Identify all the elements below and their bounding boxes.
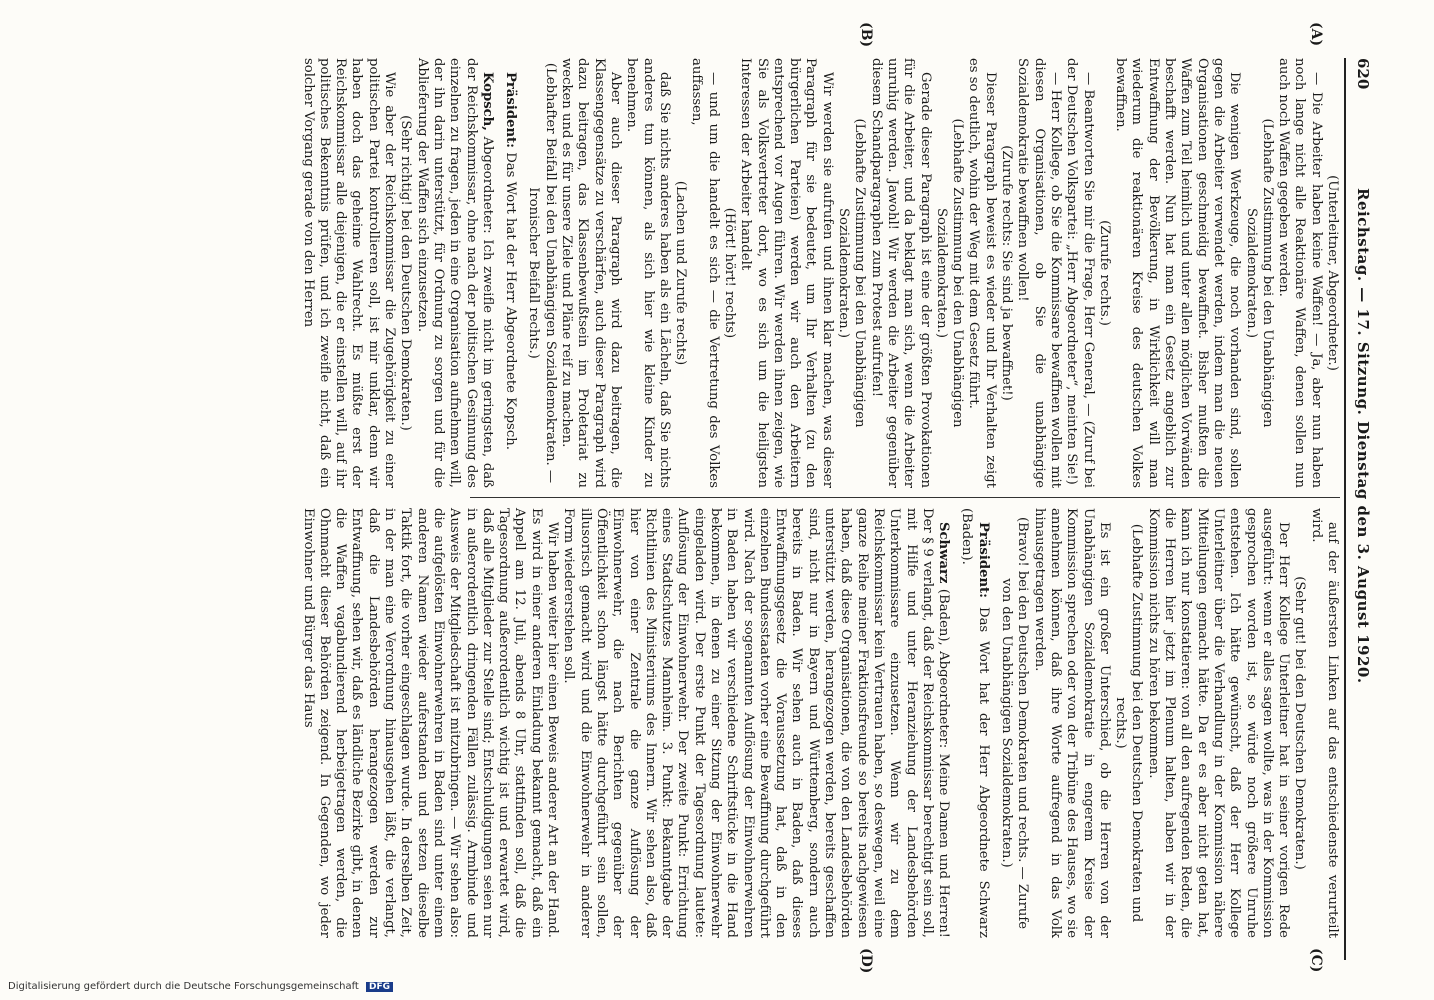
footer bbox=[8, 981, 393, 992]
interjection: (Zurufe rechts: Sie sind ja bewaffnet!) bbox=[999, 145, 1015, 401]
interjection: (Sehr gut! bei den Deutschen Demokraten.) bbox=[1292, 576, 1308, 870]
margin-mark-d: (D) bbox=[858, 948, 874, 974]
interjection: (Hört! hört! rechts) bbox=[722, 207, 738, 339]
page-header bbox=[1350, 58, 1372, 960]
interjection: (Lebhafte Zustimmung bei den Unabhängigen Sozialdemokraten.) bbox=[1243, 118, 1275, 428]
paragraph: Kopsch, Abgeordneter: Ich zweifle nicht im geringsten, daß der Reichskommissar, ohne nach der politischen Gesinnung des einzelnen zu fragen, jeden in eine Organisation aufnehmen will, der ihn darin unterstützt, für Ordnung zu sorgen und für die Ablieferung der Waffen sich einzusetzen. bbox=[414, 58, 495, 488]
interjection: (Bravo! bei den Deutschen Demokraten und rechts. — Zurufe von den Unabhängigen Sozialdemokraten.) bbox=[999, 516, 1031, 930]
interjection: (Lebhafte Zustimmung bei den Deutschen Demokraten und rechts.) bbox=[1113, 523, 1145, 923]
paragraph: Die wenigen Werkzeuge, die noch vorhanden sind, sollen gegen die Arbeiter verwendet werden, indem man die neuen Organisationen geschmeidig bewaffnet. Bisher mußten die Waffen zum Teil heimlich und unter allen möglichen Vorwänden beschafft werden. Nun hat man ein Gesetz angeblich zur Entwaffnung der Bevölkerung, in Wirklichkeit will man wiederum die reaktionären Kreise des deutschen Volkes bewaffnen. bbox=[1113, 58, 1243, 488]
paragraph: — Herr Kollege, ob Sie die Kommissare bewaffnen wollen mit diesen Organisationen, ob Sie die unabhängige Sozialdemokratie bewaffnen wollen! bbox=[1015, 58, 1063, 488]
paragraph: Es ist ein großer Unterschied, ob die Herren von der Unabhängigen Sozialdemokratie in engerem Kreise der Kommission sprechen oder von der Tribüne des Hauses, wo sie annehmen können, daß ihre Worte aufregend in das Volk hinausgetragen werden. bbox=[1031, 508, 1112, 938]
margin-mark-c: (C) bbox=[1308, 948, 1324, 973]
paragraph: Dieser Paragraph beweist es wieder und Ihr Verhalten zeigt es so deutlich, wohin der Weg mit dem Gesetz führt. bbox=[966, 58, 998, 488]
paragraph: — Beantworten Sie mir die Frage, Herr General, — (Zuruf bei der Deutschen Volkspartei: „Herr Abgeordneter“, meinten Sie!) bbox=[1064, 58, 1096, 488]
right-column bbox=[299, 508, 1340, 938]
margin-mark-b: (B) bbox=[858, 22, 874, 48]
interjection: (Lachen und Zurufe rechts) bbox=[673, 180, 689, 366]
paragraph: Präsident: Das Wort hat der Herr Abgeordnete Kopsch. bbox=[503, 72, 519, 450]
paragraph: Präsident: Das Wort hat der Herr Abgeordnete Schwarz (Baden). bbox=[959, 508, 991, 938]
interjection: (Lebhafte Zustimmung bei den Unabhängigen Sozialdemokraten.) bbox=[933, 118, 966, 428]
margin-mark-a: (A) bbox=[1308, 22, 1324, 47]
page-title: Reichstag. — 17. Sitzung. Dienstag den 3. August 1920. bbox=[1354, 188, 1372, 684]
left-column bbox=[299, 58, 1340, 488]
interjection: (Sehr richtig! bei den Deutschen Demokraten.) bbox=[398, 115, 414, 431]
dfg-logo: DFG bbox=[366, 982, 393, 992]
page-number: 620 bbox=[1354, 58, 1372, 90]
paragraph: Wir haben weiter hier einen Beweis anderer Art an der Hand. Es wird in einer anderen Einladung bekannt gemacht, daß ein Appell am 12. Juli, abends 8 Uhr, stattfinden soll, daß die Tagesordnung außerordentlich wichtig ist und erwartet wird, daß alle Mitglieder zur Stelle sind; Entschuldigungen seien nur in außerordentlich dringenden Fällen zulässig. Armbinde und Ausweis der Mitgliedschaft ist mitzubringen. — Wir sehen also: die aufgelösten Einwohnerwehren in Baden sind unter einem anderen Namen wieder auferstanden und setzen dieselbe Taktik fort, die vorher eingeschlagen wurde. In derselben Zeit, in der man eine Verordnung hinausgehen läßt, die verlangt, daß die Landesbehörden herangezogen werden zur Entwaffnung, sehen wir, daß es ländliche Bezirke gibt, in denen die Waffen vagabundierend herbeigetragen werden, die Ohnmacht dieser Behörden zeigend. In Gegenden, wo jeder Einwohner und Bürger das Haus bbox=[300, 508, 561, 938]
paragraph: Wie aber der Reichskommissar die Zugehörigkeit zu einer politischen Partei kontrollieren soll, ist mir unklar, denn wir haben doch das geheime Wahlrecht. Es müßte erst der Reichskommissar alle diejenigen, die er einstellen will, auf ihr politisches Bekenntnis prüfen, und ich zweifle nicht, daß ein solcher Vorgang gerade von den Herren bbox=[300, 58, 398, 488]
footer-text: Digitalisierung gefördert durch die Deutsche Forschungsgemeinschaft bbox=[8, 981, 359, 992]
paragraph: — und um die handelt es sich — die Vertretung des Volkes auffassen, bbox=[689, 58, 721, 488]
column-divider bbox=[470, 497, 1340, 498]
paragraph: auf der äußersten Linken auf das entschiedenste verurteilt wird. bbox=[1308, 508, 1340, 938]
interjection: (Lebhafte Zustimmung bei den Unabhängigen Sozialdemokraten.) bbox=[836, 118, 868, 428]
paragraph: Der Herr Kollege Unterleitner hat in seiner vorigen Rede ausgeführt: wenn er alles sagen wollte, was in der Kommission gesprochen worden ist, so würde noch größere Unruhe entstehen. Ich hätte gewünscht, daß der Herr Kollege Unterleitner über die Verhandlung in der Kommission nähere Mitteilungen gemacht hätte. Da er es aber nicht getan hat, kann ich nur konstatieren: von all den aufregenden Reden, die die Herren hier jetzt im Plenum halten, haben wir in der Kommission nichts zu hören bekommen. bbox=[1145, 508, 1292, 938]
paragraph: — Die Arbeiter haben keine Waffen! — Ja, aber nun haben noch lange nicht alle Reaktionäre Waffen, denen sollen nun auch noch Waffen gegeben werden. bbox=[1276, 58, 1324, 488]
paragraph: Wir werden sie aufrufen und ihnen klar machen, was dieser Paragraph für sie bedeutet, um Ihr Verhalten (zu den bürgerlichen Parteien) werden wir auch den Arbeitern entsprechend vor Augen führen. Wir werden ihnen zeigen, wie Sie als Volksvertreter dort, wo es sich um die heiligsten Interessen der Arbeiter handelt bbox=[738, 58, 835, 488]
paragraph: Aber auch dieser Paragraph wird dazu beitragen, die Klassengegensätze zu verschärfen, auch dieser Paragraph wird dazu beitragen, das Klassenbewußtsein im Proletariat zu wecken und es für unsere Ziele und Pläne reif zu machen. bbox=[559, 58, 623, 488]
interjection: (Unterleitner, Abgeordneter.) bbox=[1325, 175, 1340, 371]
header-rule bbox=[1344, 58, 1346, 960]
interjection: (Zurufe rechts.) bbox=[1096, 220, 1112, 326]
paragraph: Gerade dieser Paragraph ist eine der größten Provokationen für die Arbeiter, und da beklagt man sich, wenn die Arbeiter unruhig werden. Jawohl! Wir werden die Arbeiter gegenüber diesem Schandparagraphen zum Protest aufrufen! bbox=[868, 58, 933, 488]
paragraph: daß Sie nichts anderes haben als ein Lächeln, daß Sie nichts anderes tun können, als sich hier wie kleine Kinder zu benehmen. bbox=[624, 58, 672, 488]
paragraph: Schwarz (Baden), Abgeordneter: Meine Damen und Herren! Der § 9 verlangt, daß der Reichskommissar berechtigt sein soll, mit Hilfe und unter Heranziehung der Landesbehörden Unterkommissare einzusetzen. Wenn wir zu dem Reichskommissar kein Vertrauen haben, so deswegen, weil eine ganze Reihe meiner Fraktionsfreunde so bereits nachgewiesen haben, daß diese Organisationen, die von den Landesbehörden unterstützt werden, herangezogen werden, bereits geschaffen sind, nicht nur in Bayern und Württemberg, sondern auch bereits in Baden. Wir sehen auch in Baden, daß dieses Entwaffnungsgesetz die Voraussetzung hat, daß in den einzelnen Bundesstaaten vorher eine Bewaffnung durchgeführt wird. Nach der sogenannten Auflösung der Einwohnerwehren in Baden haben wir verschiedene Schriftstücke in die Hand bekommen, in denen zu einer Sitzung der Einwohnerwehr eingeladen wird. Der erste Punkt der Tagesordnung lautete: Auflösung der Einwohnerwehr. Der zweite Punkt: Errichtung eines Stadtschutzes Mannheim. 3. Punkt: Bekanntgabe der Richtlinien des Ministeriums des Innern. Wir sehen also, daß hier von einer Zentrale die ganze Auflösung der Einwohnerwehr, die nach Berichten gegenüber der Öffentlichkeit schon längst hätte durchgeführt sein sollen, illusorisch gemacht wird und die Einwohnerwehr in anderer Form wiedererstehen soll. bbox=[561, 508, 952, 938]
interjection: (Lebhafter Beifall bei den Unabhängigen Sozialdemokraten. — Ironischer Beifall rechts.) bbox=[526, 62, 558, 484]
